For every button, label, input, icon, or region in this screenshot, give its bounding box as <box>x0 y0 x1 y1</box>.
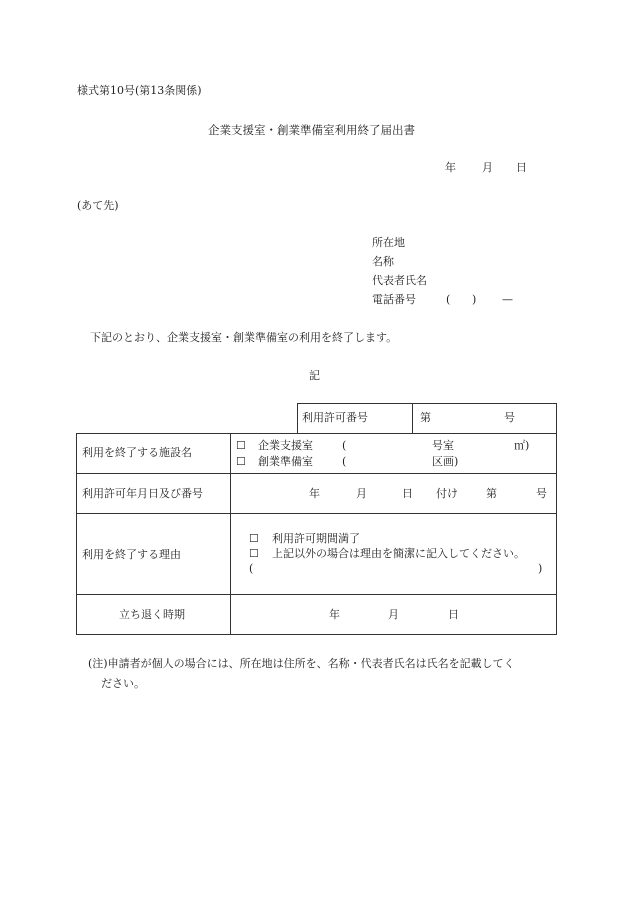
permit-number-label: 利用許可番号 <box>302 411 368 424</box>
permit-number-dai[interactable]: 第 <box>420 411 431 424</box>
table-border <box>556 403 557 634</box>
applicant-name-label: 名称 <box>372 255 394 268</box>
permit-date-dai[interactable]: 第 <box>486 487 497 500</box>
facility-option-startup: 創業準備室 <box>258 455 313 468</box>
ki-label: 記 <box>309 369 320 382</box>
table-border <box>76 473 556 474</box>
facility-area-unit[interactable]: ㎡) <box>514 439 530 452</box>
applicant-phone-label: 電話番号 <box>372 293 416 306</box>
checkbox-icon[interactable]: ☐ <box>236 455 246 468</box>
permit-date-day[interactable]: 日 <box>402 487 413 500</box>
reason-paren-open[interactable]: ( <box>249 562 254 575</box>
table-border <box>76 513 556 514</box>
date-month[interactable]: 月 <box>482 161 493 174</box>
table-border <box>76 594 556 595</box>
permit-date-year[interactable]: 年 <box>309 487 320 500</box>
reason-paren-close: ) <box>538 562 543 575</box>
facility-section[interactable]: 区画) <box>432 455 459 468</box>
table-border <box>412 403 413 433</box>
checkbox-icon[interactable]: ☐ <box>236 439 246 452</box>
facility-paren: ( <box>342 439 347 452</box>
facility-option-support: 企業支援室 <box>258 439 313 452</box>
table-border <box>76 433 556 434</box>
phone-paren-open: ( <box>446 293 451 306</box>
permit-date-go: 号 <box>536 487 547 500</box>
date-year[interactable]: 年 <box>445 161 456 174</box>
facility-paren: ( <box>342 455 347 468</box>
vacate-label: 立ち退く時期 <box>119 608 185 621</box>
reason-option-expired: 利用許可期間満了 <box>272 532 360 545</box>
vacate-month[interactable]: 月 <box>388 608 399 621</box>
checkbox-icon[interactable]: ☐ <box>249 547 259 560</box>
document-title: 企業支援室・創業準備室利用終了届出書 <box>208 123 415 137</box>
vacate-day[interactable]: 日 <box>448 608 459 621</box>
date-day[interactable]: 日 <box>516 161 527 174</box>
reason-label: 利用を終了する理由 <box>82 548 181 561</box>
table-border <box>297 403 556 404</box>
table-border <box>76 433 77 634</box>
table-border <box>297 403 298 433</box>
permit-date-label: 利用許可年月日及び番号 <box>82 487 203 500</box>
permit-date-tsuke: 付け <box>436 487 458 500</box>
facility-room[interactable]: 号室 <box>432 439 454 452</box>
checkbox-icon[interactable]: ☐ <box>249 532 259 545</box>
table-border <box>230 433 231 634</box>
applicant-address-label: 所在地 <box>372 236 405 249</box>
table-border <box>76 634 557 635</box>
form-number-label: 様式第10号(第13条関係) <box>77 84 202 97</box>
note-line-2: ださい。 <box>101 677 145 690</box>
permit-number-go: 号 <box>504 411 515 424</box>
reason-option-other: 上記以外の場合は理由を簡潔に記入してください。 <box>272 547 525 560</box>
phone-dash: — <box>502 293 513 306</box>
applicant-representative-label: 代表者氏名 <box>372 274 427 287</box>
phone-paren-close: ) <box>472 293 477 306</box>
permit-date-month[interactable]: 月 <box>356 487 367 500</box>
facility-label: 利用を終了する施設名 <box>82 446 192 459</box>
addressee: (あて先) <box>77 199 119 212</box>
note-line-1: (注)申請者が個人の場合には、所在地は住所を、名称・代表者氏名は氏名を記載してく <box>88 657 515 670</box>
body-text: 下記のとおり、企業支援室・創業準備室の利用を終了します。 <box>90 331 398 344</box>
vacate-year[interactable]: 年 <box>329 608 340 621</box>
